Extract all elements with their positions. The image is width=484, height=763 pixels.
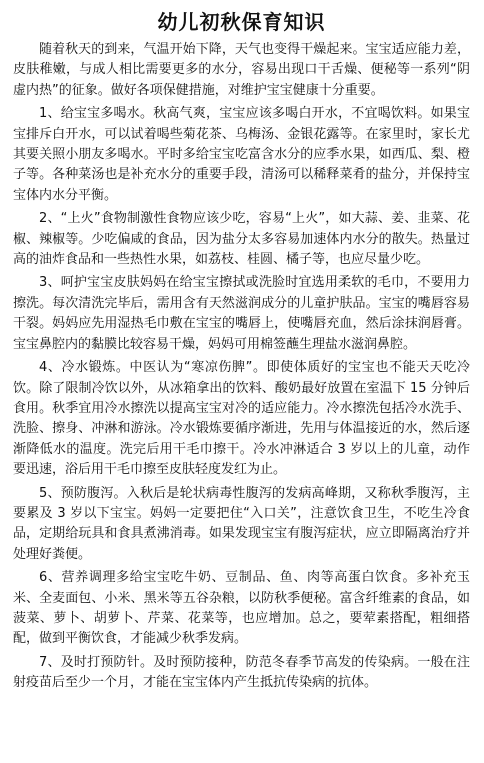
intro-paragraph: 随着秋天的到来，气温开始下降，天气也变得干燥起来。宝宝适应能力差，皮肤稚嫩，与成人相比需要更多的水分，容易出现口干舌燥、便秘等一系列“阴虚内热”的征象。做好各项保健措施，对维护宝宝健康十分重要。 — [13, 42, 470, 98]
paragraph-avoid-heat-food: 2、“上火”食物制激性食物应该少吃，容易“上火”，如大蒜、姜、韭菜、花椒、辣椒等。少吃偏咸的食品，因为盐分太多容易加速体内水分的散失。热量过高的油炸食品和一些热性水果，如荔枝、桂圆、橘子等，也应尽量少吃。 — [13, 211, 470, 268]
paragraph-vaccination: 7、及时打预防针。及时预防接种，防范冬春季节高发的传染病。一般在注射疫苗后至少一个月，才能在宝宝体内产生抵抗传染病的抗体。 — [13, 654, 470, 691]
paragraph-nutrition: 6、营养调理多给宝宝吃牛奶、豆制品、鱼、肉等高蛋白饮食。多补充玉米、全麦面包、小米、黑米等五谷杂粮，以防秋季便秘。富含纤维素的食品，如菠菜、萝卜、胡萝卜、芹菜、花菜等，也应增加。总之，要荤素搭配，粗细搭配，做到平衡饮食，才能减少秋季发病。 — [13, 570, 470, 647]
document-title: 幼儿初秋保育知识 — [157, 10, 326, 34]
paragraph-drink-water: 1、给宝宝多喝水。秋高气爽，宝宝应该多喝白开水，不宜喝饮料。如果宝宝排斥白开水，可以试着喝些菊花茶、乌梅汤、金银花露等。在家里时，家长尤其要关照小朋友多喝水。平时多给宝宝吃富含水分的应季水果，如西瓜、梨、橙子等。各种菜汤也是补充水分的重要手段，清汤可以稀释菜肴的盐分，并保持宝宝体内水分平衡。 — [13, 106, 470, 203]
paragraph-prevent-diarrhea: 5、预防腹泻。入秋后是轮状病毒性腹泻的发病高峰期，又称秋季腹泻，主要累及 3 岁以下宝宝。妈妈一定要把住“入口关”，注意饮食卫生，不吃生冷食品，定期给玩具和食具煮沸消毒。如果发现宝宝有腹泻症状，应立即隔离治疗并处理好粪便。 — [13, 485, 470, 562]
paragraph-cold-water-exercise: 4、冷水锻炼。中医认为“寒凉伤脾”。即使体质好的宝宝也不能天天吃冷饮。除了限制冷饮以外，从冰箱拿出的饮料、酸奶最好放置在室温下 15 分钟后食用。秋季宜用冷水擦洗以提高宝宝对冷的适应能力。冷水擦洗包括冷水洗手、洗脸、擦身、冲淋和游泳。冷水锻炼要循序渐进，先用与体温接近的水，然后逐渐降低水的温度。洗完后用干毛巾擦干。冷水冲淋适合 3 岁以上的儿童，动作要迅速，浴后用干毛巾擦至皮肤轻度发红为止。 — [13, 360, 470, 478]
paragraph-skin-care: 3、呵护宝宝皮肤妈妈在给宝宝擦拭或洗脸时宜选用柔软的毛巾，不要用力擦洗。每次清洗完毕后，需用含有天然滋润成分的儿童护肤品。宝宝的嘴唇容易干裂。妈妈应先用湿热毛巾敷在宝宝的嘴唇上，使嘴唇充血，然后涂抹润唇膏。宝宝鼻腔内的黏膜比较容易干燥，妈妈可用棉签蘸生理盐水滋润鼻腔。 — [13, 275, 470, 352]
